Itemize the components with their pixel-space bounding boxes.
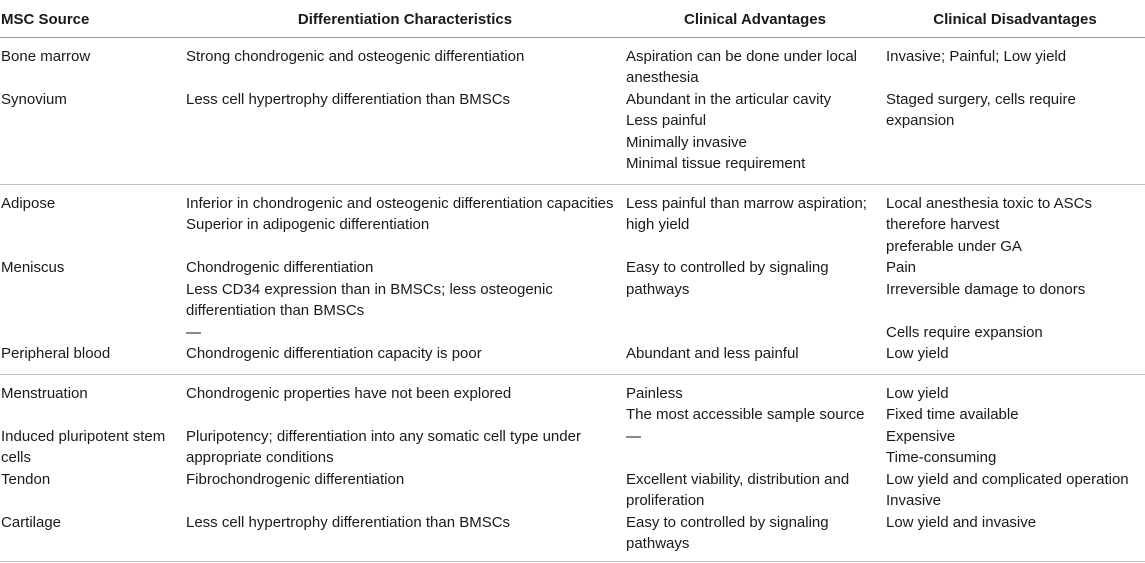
cell-line: Fibrochondrogenic differentiation xyxy=(186,470,405,488)
cell-line: Less CD34 expression than in BMSCs; less osteogenic differentiation than BMSCs xyxy=(186,280,553,319)
cell-advantages xyxy=(625,89,885,185)
cell-line: Invasive; Painful; Low yield xyxy=(886,47,1067,65)
cell-differentiation xyxy=(185,257,625,343)
cell-line: The most accessible sample source xyxy=(626,406,865,423)
cell-line: Chondrogenic properties have not been explored xyxy=(186,384,512,402)
cell-line: Aspiration can be done under local anesthesia xyxy=(626,47,857,86)
cell-line: Expensive xyxy=(886,427,956,445)
cell-disadvantages xyxy=(885,426,1145,469)
cell-disadvantages xyxy=(885,184,1145,257)
table-body xyxy=(0,37,1145,561)
cell-line: Low yield xyxy=(886,345,949,362)
header-msc-source: MSC Source xyxy=(0,0,185,37)
cell-line: Irreversible damage to donors xyxy=(886,280,1086,298)
cell-disadvantages xyxy=(885,89,1145,185)
cell-disadvantages xyxy=(885,343,1145,374)
cell-line: Low yield and complicated operation xyxy=(886,470,1129,488)
cell-differentiation xyxy=(185,89,625,185)
cell-advantages xyxy=(625,37,885,89)
cell-line: Chondrogenic differentiation capacity is poor xyxy=(186,345,482,362)
header-row xyxy=(0,0,1145,37)
cell-differentiation xyxy=(185,343,625,374)
cell-line: Easy to controlled by signaling pathways xyxy=(626,513,829,552)
cell-advantages xyxy=(625,426,885,469)
cell-line: — xyxy=(626,427,641,445)
cell-line: Less painful xyxy=(626,112,707,129)
cell-line: Fixed time available xyxy=(886,406,1019,423)
cell-disadvantages xyxy=(885,374,1145,426)
cell-line: preferable under GA xyxy=(886,237,1022,255)
cell-line: Inferior in chondrogenic and osteogenic differentiation capacities xyxy=(186,194,614,212)
cell-msc-source: Synovium xyxy=(0,89,185,185)
cell-msc-source: Meniscus xyxy=(1,259,65,276)
cell-line: Less cell hypertrophy differentiation than BMSCs xyxy=(186,513,511,531)
cell-msc-source: Menstruation xyxy=(1,384,88,402)
cell-line: Local anesthesia toxic to ASCs therefore harvest xyxy=(886,194,1092,233)
table-row xyxy=(0,343,1145,374)
cell-disadvantages xyxy=(885,469,1145,512)
cell-disadvantages xyxy=(885,257,1145,343)
cell-advantages xyxy=(625,184,885,257)
cell-line: Minimally invasive xyxy=(626,133,747,151)
cell-line: Time-consuming xyxy=(886,449,997,466)
cell-line: Pluripotency; differentiation into any somatic cell type under appropriate conditions xyxy=(186,427,581,466)
cell-line: Less cell hypertrophy differentiation than BMSCs xyxy=(186,90,511,108)
cell-line: Invasive xyxy=(886,492,942,509)
cell-msc-source: Induced pluripotent stem cells xyxy=(1,427,166,466)
table-row xyxy=(0,184,1145,257)
table-row xyxy=(0,512,1145,562)
table-row xyxy=(0,374,1145,426)
cell-msc-source: Peripheral blood xyxy=(0,343,185,374)
table-row xyxy=(0,257,1145,343)
cell-advantages xyxy=(625,469,885,512)
cell-line: Strong chondrogenic and osteogenic differentiation xyxy=(186,47,525,65)
cell-line: Excellent viability, distribution and proliferation xyxy=(626,470,850,509)
cell-msc-source: Tendon xyxy=(1,470,51,488)
cell-advantages xyxy=(625,512,885,562)
table-header xyxy=(0,0,1145,37)
table-row xyxy=(0,426,1145,469)
cell-line: Less painful than marrow aspiration; high yield xyxy=(626,194,867,233)
cell-line: Painless xyxy=(626,384,683,402)
cell-msc-source: Bone marrow xyxy=(1,47,91,65)
cell-line: Low yield and invasive xyxy=(886,513,1037,531)
cell-differentiation xyxy=(185,37,625,89)
cell-differentiation xyxy=(185,374,625,426)
cell-line: — xyxy=(186,323,201,341)
cell-advantages xyxy=(625,343,885,374)
cell-differentiation xyxy=(185,512,625,562)
cell-line: Cells require expansion xyxy=(886,323,1043,341)
cell-line: Abundant in the articular cavity xyxy=(626,90,832,108)
cell-line: Staged surgery, cells require expansion xyxy=(886,90,1076,129)
cell-disadvantages xyxy=(885,37,1145,89)
table-row xyxy=(0,469,1145,512)
cell-differentiation xyxy=(185,469,625,512)
table-row xyxy=(0,37,1145,89)
table-row xyxy=(0,89,1145,185)
cell-line: Easy to controlled by signaling pathways xyxy=(626,259,829,298)
cell-line: Superior in adipogenic differentiation xyxy=(186,216,430,233)
cell-disadvantages xyxy=(885,512,1145,562)
cell-msc-source: Adipose xyxy=(1,194,56,212)
cell-advantages xyxy=(625,374,885,426)
header-advantages: Clinical Advantages xyxy=(625,0,885,37)
header-differentiation: Differentiation Characteristics xyxy=(185,0,625,37)
cell-differentiation xyxy=(185,184,625,257)
cell-line: Abundant and less painful xyxy=(626,345,799,362)
cell-line: Chondrogenic differentiation xyxy=(186,259,374,276)
cell-line xyxy=(886,300,1143,322)
header-disadvantages: Clinical Disadvantages xyxy=(885,0,1145,37)
cell-line: Pain xyxy=(886,259,917,276)
cell-line: Low yield xyxy=(886,384,949,402)
cell-differentiation xyxy=(185,426,625,469)
cell-advantages xyxy=(625,257,885,343)
cell-line: Minimal tissue requirement xyxy=(626,155,806,172)
cell-msc-source: Cartilage xyxy=(0,512,185,562)
